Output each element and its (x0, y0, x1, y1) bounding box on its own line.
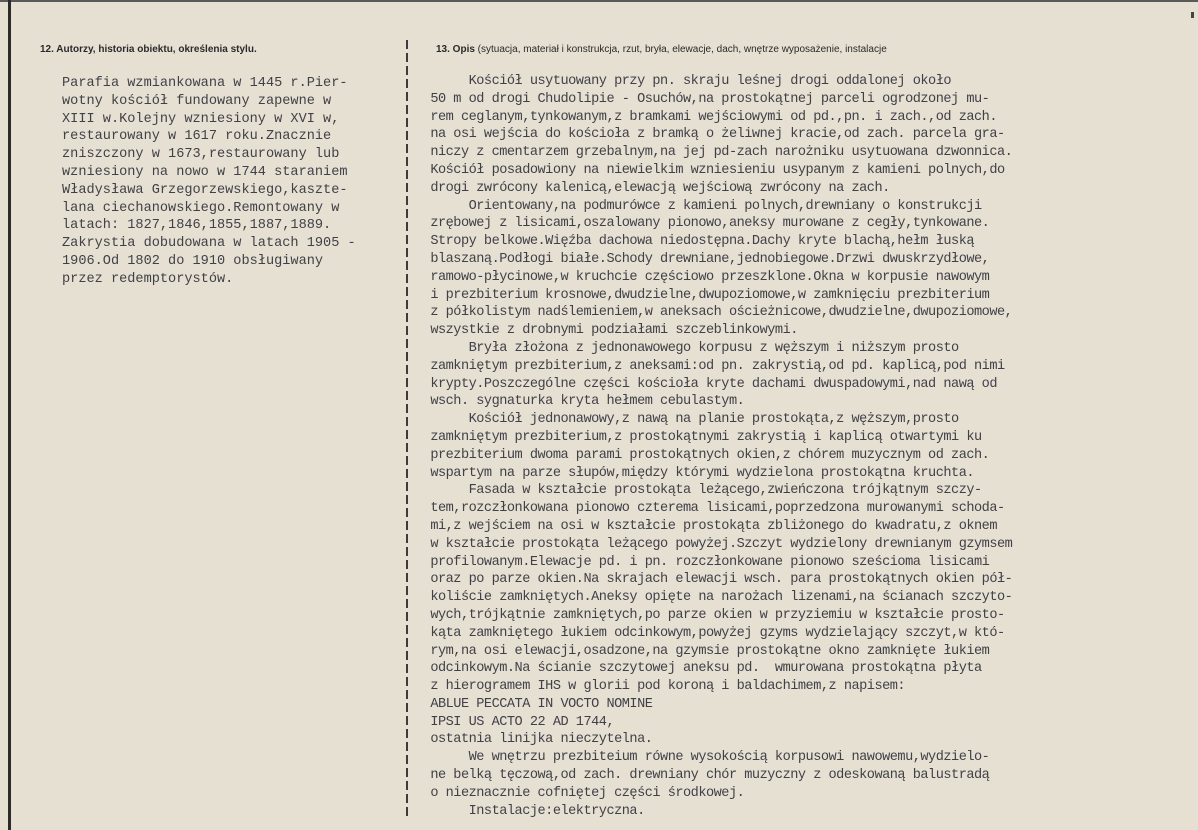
history-line: 1906.Od 1802 do 1910 obsługiwany (62, 253, 324, 269)
history-line: Władysława Grzegorzewskiego,kasztе- (62, 182, 348, 198)
history-line: wzniesiony na nowo w 1744 staraniem (62, 164, 348, 180)
history-line: latach: 1827,1846,1855,1887,1889. (62, 218, 332, 234)
section-13-header (436, 44, 887, 55)
description-text (415, 73, 1012, 820)
description-line: Kościół posadowiony na niewielkim wzniesieniu usypanym z kamieni polnych,do (415, 162, 1005, 178)
description-line: ne belką tęczową,od zach. drewniany chór muzyczny z odeskowaną balustradą (415, 768, 990, 784)
history-line: zniszczony w 1673,restaurowany lub (62, 147, 340, 163)
description-line: zamkniętym prezbiterium,z aneksami:od pn. zakrystią,od pd. kaplicą,pod nimi (415, 358, 1005, 374)
description-line: i prezbiterium krosnowe,dwudzielne,dwupoziomowe,w zamknięciu prezbiterium (415, 287, 990, 303)
description-line: zamkniętym prezbiterium,z prostokątnymi zakrystią i kaplicą otwartymi ku (415, 429, 982, 445)
history-text (62, 75, 356, 289)
description-line: wszystkie z drobnymi podziałami szczeblinkowymi. (415, 323, 798, 339)
history-line: Parafia wzmiankowana w 1445 r.Pier- (62, 76, 348, 91)
corner-mark (1191, 12, 1194, 18)
section-12-header: 12. Autorzy, historia obiektu, określenia stylu. (40, 44, 257, 55)
description-line: rym,na osi elewacji,osadzone,na gzymsie prostokątne okno zamknięte łukiem (415, 643, 990, 659)
section-13-subtitle: (sytuacja, materiał i konstrukcja, rzut, bryła, elewacje, dach, wnętrze wyposażenie, instalacje (474, 44, 887, 55)
description-line: tem,rozczłonkowana pionowo czterema lisicami,poprzedzona murowanymi schoda- (415, 501, 1005, 517)
history-line: Zakrystia dobudowana w latach 1905 - (62, 236, 356, 252)
description-line: profilowanym.Elewacje pd. i pn. rozczłonkowane pionowo sześcioma lisicami (415, 554, 990, 570)
description-line: wsch. sygnaturka kryta hełmem cebulastym. (415, 394, 745, 410)
description-line: Stropy belkowe.Więźba dachowa niedostępna.Dachy kryte blachą,hełm łuską (415, 234, 975, 250)
description-line: ABLUE PECCATA IN VOCTO NOMINE (415, 696, 653, 712)
history-line: XIII w.Kolejny wzniesiony w XVI w, (62, 111, 340, 127)
description-line: Kościół jednonawowy,z nawą na planie prostokąta,z węższym,prosto (415, 412, 959, 428)
description-line: Instalacje:elektryczna. (415, 803, 645, 819)
description-line: koliście zamkniętych.Aneksy opięte na narożach lizenami,na ścianach szczyto- (415, 590, 1013, 606)
description-line: z hierogramem IHS w glorii pod koroną i baldachimem,z napisem: (415, 679, 906, 695)
history-line: lana ciechanowskiego.Remontowany w (62, 200, 340, 216)
description-line: Bryła złożona z jednonawowego korpusu z węższym i niższym prosto (415, 340, 959, 356)
description-line: niczy z cmentarzem grzebalnym,na jej pd-zach narożniku usytuowana dzwonnica. (415, 145, 1013, 161)
description-line: wych,trójkątnie zamkniętych,po parze okien w przyziemiu w kształcie prosto- (415, 607, 1005, 623)
description-line: blaszaną.Podłogi białe.Schody drewniane,jednobiegowe.Drzwi dwuskrzydłowe, (415, 251, 990, 267)
history-line: przez redemptorystów. (62, 271, 234, 287)
description-line: Orientowany,na podmurówce z kamieni polnych,drewniany o konstrukcji (415, 198, 982, 214)
description-line: Kościół usytuowany przy pn. skraju leśnej drogi oddalonej około (415, 74, 952, 89)
description-line: We wnętrzu prezbiteium równe wysokością korpusowi nawowemu,wydzielo- (415, 750, 990, 766)
description-line: rem ceglanym,tynkowanym,z bramkami wejściowymi od pd.,pn. i zach.,od zach. (415, 109, 997, 125)
description-line: oraz po parze okien.Na skrajach elewacji wsch. para prostokątnych okien pół- (415, 572, 1013, 588)
description-line: z półkolistym nadślemieniem,w aneksach ościeżnicowe,dwudzielne,dwupoziomowe, (415, 305, 1013, 321)
description-line: Fasada w kształcie prostokąta leżącego,zwieńczona trójkątnym szczy- (415, 483, 982, 499)
description-line: w kształcie prostokąta leżącego powyżej.Szczyt wydzielony drewnianym gzymsem (415, 536, 1013, 552)
description-line: ramowo-płycinowe,w kruchcie częściowo przeszklone.Okna w korpusie nawowym (415, 269, 990, 285)
description-line: prezbiterium dwoma parami prostokątnych okien,z chórem muzycznym od zach. (415, 447, 990, 463)
top-edge (0, 0, 1198, 2)
description-line: odcinkowym.Na ścianie szczytowej aneksu pd. wmurowana prostokątna płyta (415, 661, 982, 677)
description-line: zrębowej z lisicami,oszalowany pionowo,aneksy murowane z cegły,tynkowane. (415, 216, 990, 232)
description-line: ostatnia linijka nieczytelna. (415, 732, 653, 748)
description-line: drogi zwrócony kalenicą,elewacją wejściową zwrócony na zach. (415, 180, 890, 196)
description-line: 50 m od drogi Chudolipie - Osuchów,na prostokątnej parceli ogrodzonej mu- (415, 91, 990, 107)
description-line: IPSI US ACTO 22 AD 1744, (415, 714, 615, 730)
description-line: mi,z wejściem na osi w kształcie prostokąta zbliżonego do kwadratu,z oknem (415, 518, 997, 534)
history-line: restaurowany w 1617 roku.Znacznie (62, 129, 332, 145)
description-line: na osi wejścia do kościoła z bramką o żeliwnej kracie,od zach. parcela gra- (415, 127, 1005, 143)
description-line: wspartym na parze słupów,między którymi wydzielona prostokątna kruchta. (415, 465, 975, 481)
description-line: kąta zamkniętego łukiem odcinkowym,powyżej gzyms wydzielający szczyt,w któ- (415, 625, 1005, 641)
description-line: krypty.Poszczególne części kościoła kryte dachami dwuspadowymi,nad nawą od (415, 376, 997, 392)
left-edge (8, 0, 11, 830)
section-13-title: 13. Opis (436, 44, 475, 55)
description-line: o nieznacznie cofniętej części środkowej. (415, 785, 745, 801)
column-divider (406, 40, 408, 818)
history-line: wotny kościół fundowany zapewne w (62, 93, 332, 109)
